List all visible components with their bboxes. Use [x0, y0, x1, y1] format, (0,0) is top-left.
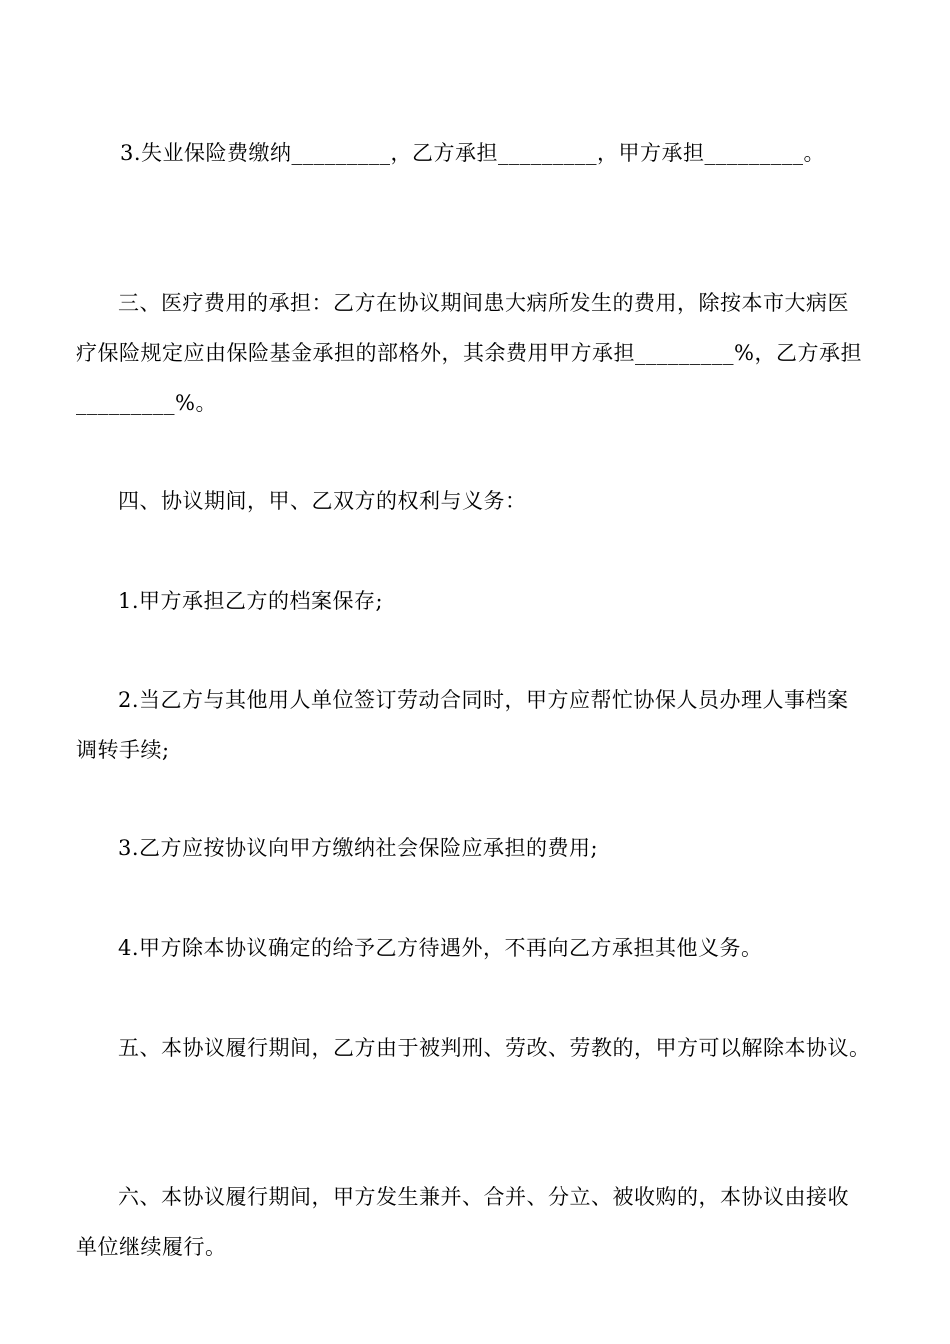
list-item-social-insurance-payment: 3.乙方应按协议向甲方缴纳社会保险应承担的费用; [118, 836, 599, 860]
paragraph-merger-line-2: 单位继续履行。 [76, 1235, 227, 1259]
list-item-labor-contract-line-1: 2.当乙方与其他用人单位签订劳动合同时，甲方应帮忙协保人员办理人事档案 [118, 688, 849, 712]
paragraph-medical-costs-line-1: 三、医疗费用的承担：乙方在协议期间患大病所发生的费用，除按本市大病医 [118, 291, 849, 315]
list-item-archive-storage: 1.甲方承担乙方的档案保存; [118, 589, 384, 613]
paragraph-medical-costs-line-3: _________%。 [76, 391, 217, 415]
list-item-labor-contract-line-2: 调转手续; [76, 738, 170, 762]
heading-rights-obligations: 四、协议期间，甲、乙双方的权利与义务： [118, 489, 527, 513]
list-item-no-other-obligations: 4.甲方除本协议确定的给予乙方待遇外，不再向乙方承担其他义务。 [118, 936, 763, 960]
paragraph-termination: 五、本协议履行期间，乙方由于被判刑、劳改、劳教的，甲方可以解除本协议。 [118, 1036, 871, 1060]
paragraph-unemployment-insurance: 3.失业保险费缴纳_________，乙方承担_________，甲方承担_________。 [120, 141, 826, 165]
paragraph-merger-line-1: 六、本协议履行期间，甲方发生兼并、合并、分立、被收购的，本协议由接收 [118, 1185, 849, 1209]
paragraph-medical-costs-line-2: 疗保险规定应由保险基金承担的部格外，其余费用甲方承担_________%，乙方承担 [76, 341, 862, 365]
